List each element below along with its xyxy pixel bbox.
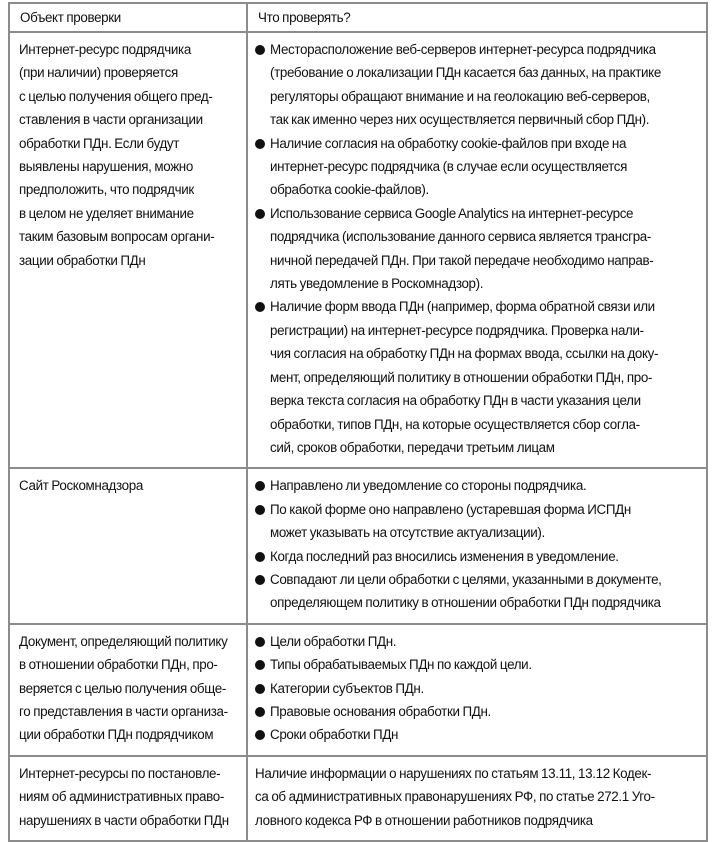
bullet-icon bbox=[255, 481, 265, 491]
object-text-line: выявлены нарушения, можно bbox=[19, 159, 193, 175]
table-row bbox=[9, 468, 707, 623]
check-text-line: (требование о локализации ПДн касается баз данных, на практике bbox=[270, 65, 661, 81]
check-text-line: ловного кодекса РФ в отношении работников подрядчика bbox=[255, 812, 593, 828]
table-row bbox=[9, 624, 707, 756]
checks-list bbox=[255, 630, 700, 747]
object-text-line: (при наличии) проверяется bbox=[19, 65, 178, 81]
object-cell bbox=[9, 468, 247, 623]
check-text-line: верка текста согласия на обработку ПДн в части указания цели bbox=[270, 393, 641, 409]
check-item bbox=[255, 630, 700, 653]
check-item bbox=[255, 677, 700, 700]
check-text-line: чия согласия на обработку ПДн на формах ввода, ссылки на доку- bbox=[270, 346, 659, 362]
check-text-line: может указывать на отсутствие актуализации). bbox=[270, 525, 545, 541]
check-item bbox=[255, 498, 700, 545]
object-text-line: зации обработки ПДн bbox=[19, 252, 146, 268]
check-text-line: интернет-ресурс подрядчика (в случае если осуществляется bbox=[270, 159, 628, 175]
check-item bbox=[255, 568, 700, 615]
check-item bbox=[255, 474, 700, 497]
object-cell bbox=[9, 32, 247, 468]
object-text-line: обработки ПДн. Если будут bbox=[19, 135, 180, 151]
table-row bbox=[9, 32, 707, 468]
check-item bbox=[255, 38, 700, 132]
check-text-line: Цели обработки ПДн. bbox=[270, 633, 397, 649]
object-text-line: Интернет-ресурсы по постановле- bbox=[19, 765, 221, 781]
object-text-line: ставления в части организации bbox=[19, 112, 203, 128]
check-text-line: Типы обрабатываемых ПДн по каждой цели. bbox=[270, 657, 532, 673]
check-text-line: определяющем политику в отношении обработки ПДн подрядчика bbox=[270, 595, 661, 611]
object-text-line: нарушениях в части обработки ПДн bbox=[19, 812, 229, 828]
bullet-icon bbox=[255, 45, 265, 55]
object-text-line: в отношении обработки ПДн, про- bbox=[19, 657, 218, 673]
check-item bbox=[255, 700, 700, 723]
check-text-line: Правовые основания обработки ПДн. bbox=[270, 703, 491, 719]
check-text-line: так как именно через них осуществляется первичный сбор ПДн). bbox=[270, 112, 650, 128]
checks-cell bbox=[247, 756, 707, 841]
object-text-line: в целом не уделяет внимание bbox=[19, 205, 194, 221]
check-text-line: лять уведомление в Роскомнадзор). bbox=[270, 276, 484, 292]
checks-cell bbox=[247, 624, 707, 756]
check-text-line: ничной передачей ПДн. При такой передаче необходимо направ- bbox=[270, 252, 654, 268]
check-text-line: сий, сроков обработки, передачи третьим лицам bbox=[270, 439, 555, 455]
object-text-line: предположить, что подрядчик bbox=[19, 182, 194, 198]
object-text-line: таким базовым вопросам органи- bbox=[19, 229, 215, 245]
check-text-line: Наличие форм ввода ПДн (например, форма обратной связи или bbox=[270, 299, 655, 315]
bullet-icon bbox=[255, 730, 265, 740]
bullet-icon bbox=[255, 575, 265, 585]
checks-list bbox=[255, 474, 700, 614]
bullet-icon bbox=[255, 139, 265, 149]
checks-cell bbox=[247, 468, 707, 623]
bullet-icon bbox=[255, 660, 265, 670]
table-header-row bbox=[9, 3, 707, 32]
bullet-icon bbox=[255, 637, 265, 647]
check-text-line: Месторасположение веб-серверов интернет-ресурса подрядчика bbox=[270, 42, 656, 57]
check-item bbox=[255, 132, 700, 202]
check-text-line: регистрации) на интернет-ресурсе подрядчика. Проверка нали- bbox=[270, 322, 644, 338]
check-text-line: са об административных правонарушениях РФ, по статье 272.1 Уго- bbox=[255, 789, 655, 805]
check-item bbox=[255, 723, 700, 746]
header-what-to-check: Что проверять? bbox=[247, 3, 707, 32]
inspection-table bbox=[8, 2, 708, 842]
check-item bbox=[255, 295, 700, 459]
object-text-line: веряется с целью получения обще- bbox=[19, 680, 226, 696]
object-text-line: ции обработки ПДн подрядчиком bbox=[19, 727, 214, 743]
object-text-line: Сайт Роскомнадзора bbox=[19, 478, 143, 494]
bullet-icon bbox=[255, 505, 265, 515]
object-cell bbox=[9, 624, 247, 756]
check-text-line: обработка cookie-файлов). bbox=[270, 182, 429, 198]
check-text-line: Категории субъектов ПДн. bbox=[270, 680, 424, 696]
check-text-line: обработки, типов ПДн, на которые осуществляется сбор согла- bbox=[270, 416, 640, 432]
check-text-line: Наличие согласия на обработку cookie-файлов при входе на bbox=[270, 135, 627, 151]
object-cell bbox=[9, 756, 247, 841]
table-row bbox=[9, 756, 707, 841]
check-text-line: регуляторы обращают внимание и на геолокацию веб-серверов, bbox=[270, 88, 650, 104]
check-text-line: Наличие информации о нарушениях по статьям 13.11, 13.12 Кодек- bbox=[255, 765, 652, 781]
check-text-line: подрядчика (использование данного сервиса является трансгра- bbox=[270, 229, 652, 245]
check-item bbox=[255, 653, 700, 676]
check-text-line: По какой форме оно направлено (устаревшая форма ИСПДн bbox=[270, 501, 631, 517]
check-text-line: Использование сервиса Google Analytics на интернет-ресурсе bbox=[270, 205, 634, 221]
check-text-line: Совпадают ли цели обработки с целями, указанными в документе, bbox=[270, 571, 662, 587]
object-text-line: го представления в части организа- bbox=[19, 703, 228, 719]
bullet-icon bbox=[255, 707, 265, 717]
check-item bbox=[255, 202, 700, 296]
checks-cell bbox=[247, 32, 707, 468]
bullet-icon bbox=[255, 552, 265, 562]
object-text-line: с целью получения общего пред- bbox=[19, 88, 213, 104]
check-text-line: Сроки обработки ПДн bbox=[270, 727, 399, 743]
object-text-line: ниям об административных право- bbox=[19, 789, 224, 805]
check-item bbox=[255, 545, 700, 568]
checks-list bbox=[255, 38, 700, 459]
header-object: Объект проверки bbox=[9, 3, 247, 32]
object-text-line: Документ, определяющий политику bbox=[19, 633, 228, 649]
bullet-icon bbox=[255, 209, 265, 219]
check-text-line: Когда последний раз вносились изменения в уведомление. bbox=[270, 548, 619, 564]
bullet-icon bbox=[255, 302, 265, 312]
object-text-line: Интернет-ресурс подрядчика bbox=[19, 42, 191, 57]
bullet-icon bbox=[255, 684, 265, 694]
check-text-line: мент, определяющий политику в отношении обработки ПДн, про- bbox=[270, 369, 653, 385]
check-text-line: Направлено ли уведомление со стороны подрядчика. bbox=[270, 478, 587, 494]
